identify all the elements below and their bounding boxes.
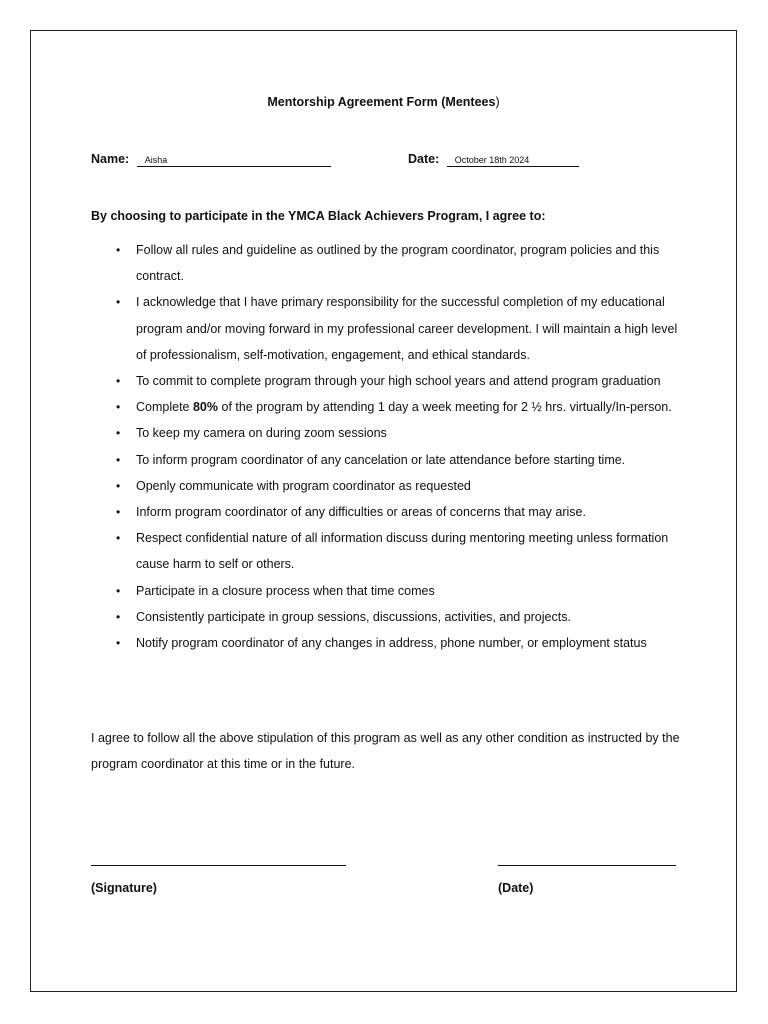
- bullet-icon: •: [116, 400, 121, 415]
- bullet-icon: •: [116, 426, 121, 441]
- list-item: • Inform program coordinator of any difficulties or areas of concerns that may arise.: [91, 499, 691, 525]
- signature-line[interactable]: [91, 865, 346, 866]
- list-item: • Participate in a closure process when that time comes: [91, 578, 691, 604]
- agreement-intro: By choosing to participate in the YMCA Black Achievers Program, I agree to:: [91, 209, 546, 223]
- bullet-icon: •: [116, 243, 121, 257]
- list-item: • To keep my camera on during zoom sessions: [91, 420, 691, 446]
- date-value[interactable]: October 18th 2024: [447, 155, 579, 167]
- list-item: • Follow all rules and guideline as outlined by the program coordinator, program policies and this contract.: [91, 237, 691, 289]
- list-item: • To commit to complete program through your high school years and attend program graduation: [91, 368, 691, 394]
- list-item: • Respect confidential nature of all information discuss during mentoring meeting unless formation cause harm to self or others.: [91, 525, 691, 577]
- list-item: • Notify program coordinator of any changes in address, phone number, or employment status: [91, 630, 691, 656]
- list-item: • Consistently participate in group sessions, discussions, activities, and projects.: [91, 604, 691, 630]
- bullet-icon: •: [116, 609, 121, 624]
- form-title: [31, 95, 736, 109]
- bullet-icon: •: [116, 583, 121, 598]
- signature-date-label: (Date): [498, 881, 534, 895]
- bullet-icon: •: [116, 636, 121, 651]
- date-field: [408, 152, 579, 167]
- name-label: Name:: [91, 152, 130, 166]
- bullet-icon: •: [116, 452, 121, 467]
- list-item: • I acknowledge that I have primary responsibility for the successful completion of my educational program and/or moving forward in my professional career development. I will maintain a high level of professionalism, self-motivation, engagement, and ethical standards.: [91, 289, 691, 368]
- bullet-icon: •: [116, 295, 121, 310]
- bullet-icon: •: [116, 505, 121, 520]
- bullet-icon: •: [116, 374, 121, 389]
- list-item: • Complete 80% of the program by attending 1 day a week meeting for 2 ½ hrs. virtually/In-person.: [91, 394, 691, 420]
- signature-date-line[interactable]: [498, 865, 676, 866]
- title-paren: ): [495, 95, 500, 109]
- signature-label: (Signature): [91, 881, 157, 895]
- rules-list: [91, 237, 691, 656]
- bullet-icon: •: [116, 478, 121, 493]
- name-field: [91, 152, 331, 167]
- bullet-icon: •: [116, 531, 121, 546]
- form-page: [30, 30, 737, 992]
- name-value[interactable]: Aisha: [137, 155, 331, 167]
- list-item: • Openly communicate with program coordinator as requested: [91, 473, 691, 499]
- title-text: Mentorship Agreement Form (Mentees: [267, 95, 496, 109]
- closing-statement: I agree to follow all the above stipulation of this program as well as any other condition as instructed by the program coordinator at this time or in the future.: [91, 731, 680, 771]
- date-label: Date:: [408, 152, 440, 166]
- attendance-percent: 80%: [192, 400, 219, 415]
- list-item: • To inform program coordinator of any cancelation or late attendance before starting time.: [91, 447, 691, 473]
